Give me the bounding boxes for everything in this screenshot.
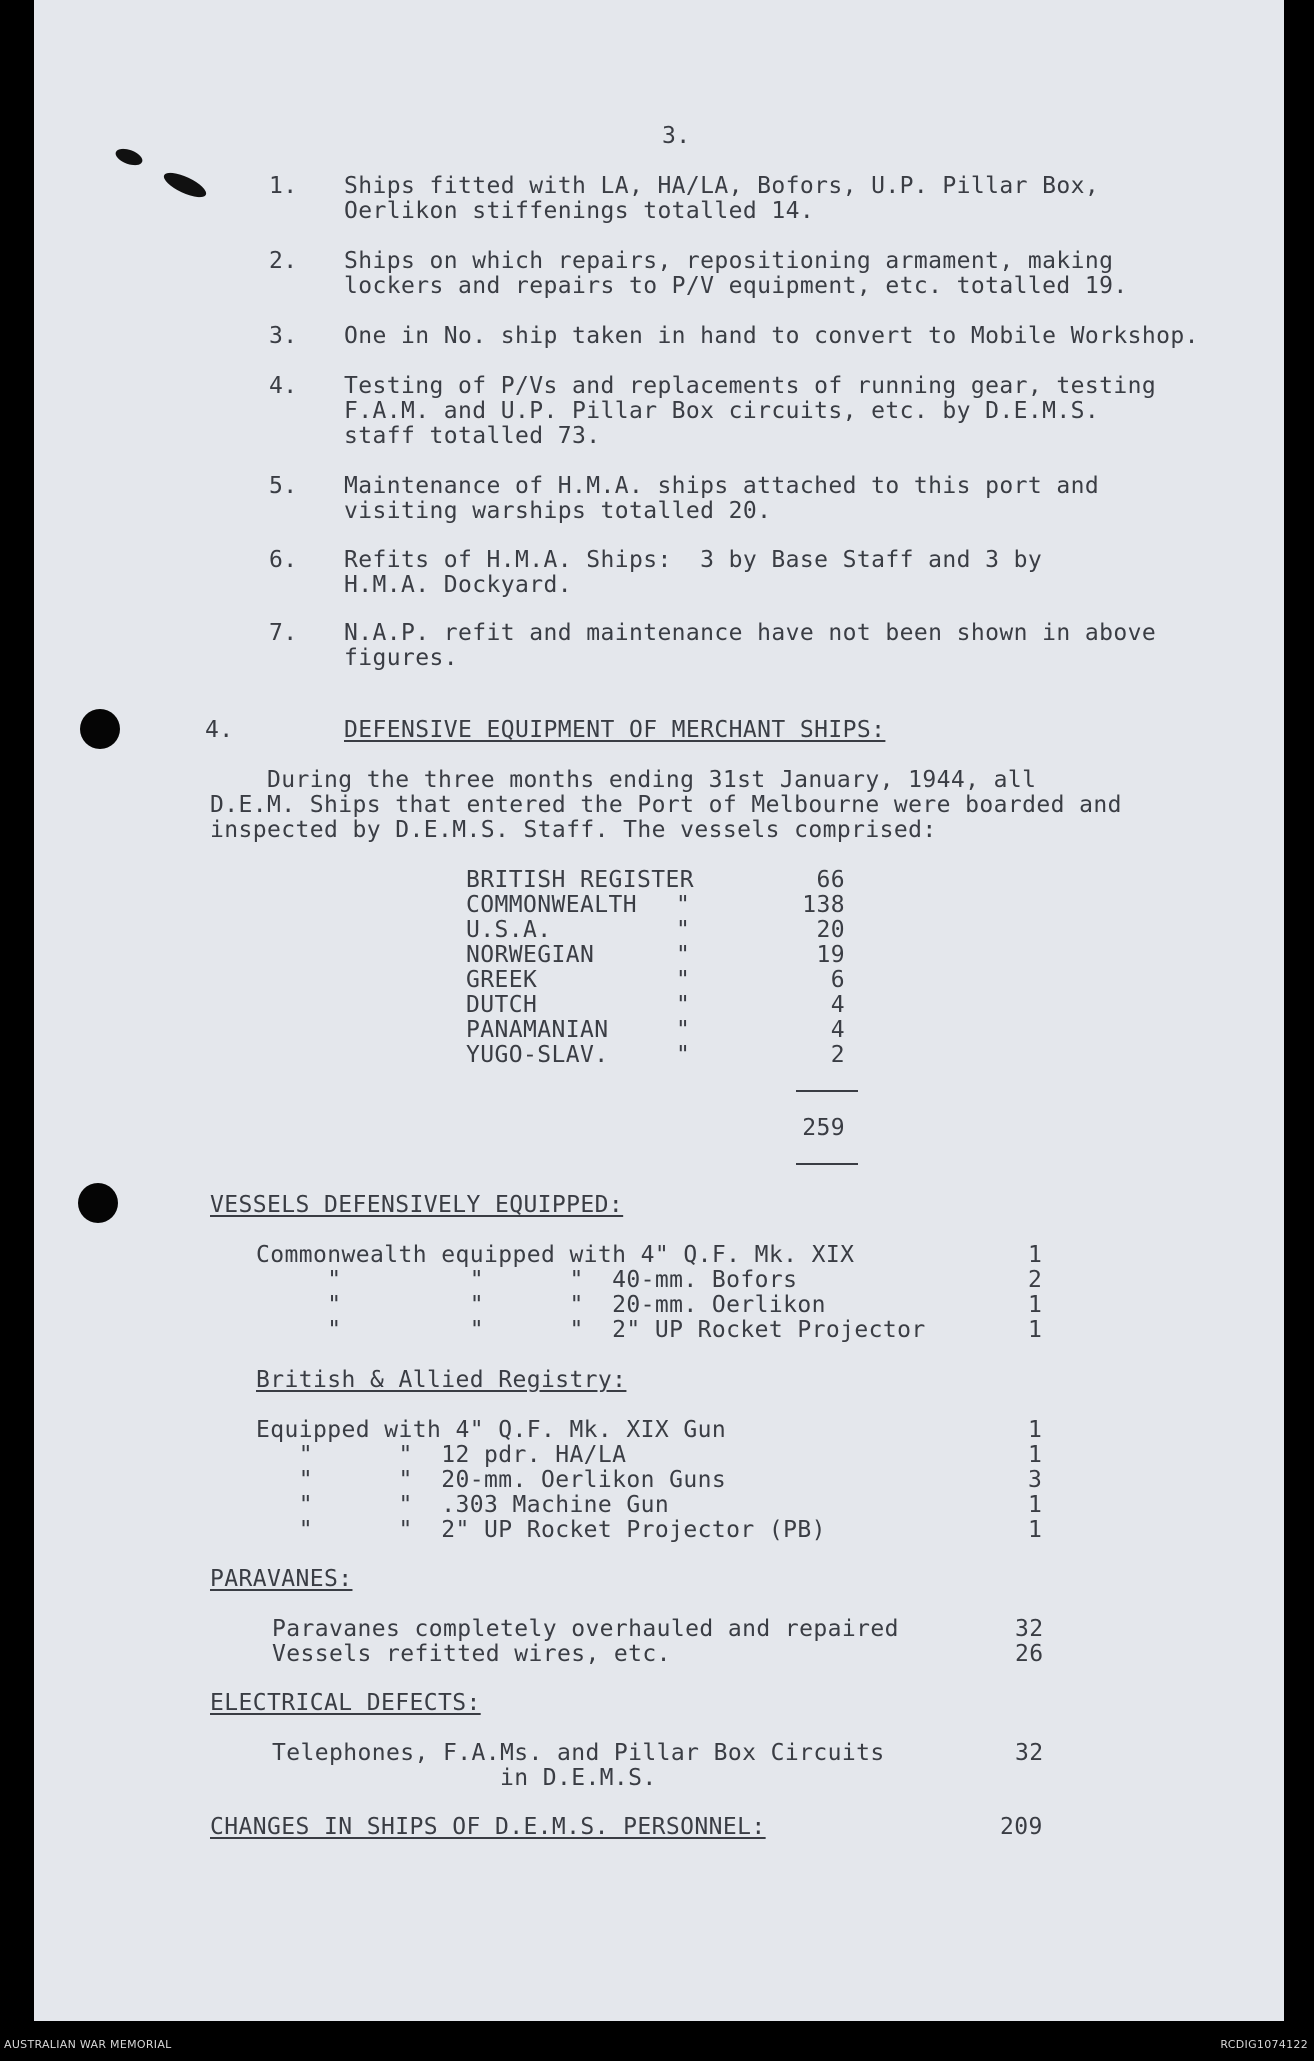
register-name: BRITISH REGISTER [466, 867, 694, 893]
item-line: lockers and repairs to P/V equipment, etc. totalled 19. [344, 273, 1128, 299]
register-name: PANAMANIAN [466, 1017, 609, 1043]
paravanes-heading: PARAVANES: [210, 1566, 353, 1592]
section-number: 4. [205, 717, 234, 743]
electrical-row: in D.E.M.S. [272, 1765, 657, 1791]
equipment-row: " " " 20-mm. Oerlikon [256, 1292, 826, 1318]
ditto-mark: " [676, 917, 691, 943]
item-number: 2. [269, 248, 298, 274]
document-page [34, 0, 1284, 2021]
paravane-row: Paravanes completely overhauled and repaired [272, 1616, 899, 1642]
equipment-row: " " " 2" UP Rocket Projector [256, 1317, 926, 1343]
item-number: 5. [269, 473, 298, 499]
british-allied-heading: British & Allied Registry: [256, 1367, 627, 1393]
register-name: U.S.A. [466, 917, 552, 943]
paragraph-line: During the three months ending 31st January, 1944, all [210, 767, 1037, 793]
register-count: 6 [830, 967, 845, 993]
ditto-mark: " [676, 942, 691, 968]
item-line: Refits of H.M.A. Ships: 3 by Base Staff and 3 by [344, 547, 1043, 573]
equipment-count: 1 [1028, 1492, 1043, 1518]
section-heading: DEFENSIVE EQUIPMENT OF MERCHANT SHIPS: [344, 717, 886, 743]
item-line: F.A.M. and U.P. Pillar Box circuits, etc. by D.E.M.S. [344, 398, 1100, 424]
register-count: 66 [816, 867, 845, 893]
archive-id: RCDIG1074122 [1220, 2038, 1308, 2051]
equipment-count: 1 [1028, 1442, 1043, 1468]
paravane-count: 26 [1015, 1641, 1044, 1667]
punch-hole [80, 709, 120, 749]
item-line: figures. [344, 645, 458, 671]
register-count: 19 [816, 942, 845, 968]
changes-heading: CHANGES IN SHIPS OF D.E.M.S. PERSONNEL: [210, 1814, 766, 1840]
ditto-mark: " [676, 1042, 691, 1068]
total-rule [796, 1090, 858, 1092]
item-line: H.M.A. Dockyard. [344, 572, 572, 598]
item-number: 4. [269, 373, 298, 399]
item-number: 6. [269, 547, 298, 573]
ditto-mark: " [676, 892, 691, 918]
ditto-mark: " [676, 967, 691, 993]
item-line: N.A.P. refit and maintenance have not been shown in above [344, 620, 1157, 646]
register-count: 4 [830, 1017, 845, 1043]
item-line: Oerlikon stiffenings totalled 14. [344, 198, 815, 224]
item-line: Maintenance of H.M.A. ships attached to this port and [344, 473, 1100, 499]
equipment-count: 1 [1028, 1292, 1043, 1318]
equipment-count: 1 [1028, 1417, 1043, 1443]
item-line: Testing of P/Vs and replacements of running gear, testing [344, 373, 1157, 399]
paravane-row: Vessels refitted wires, etc. [272, 1641, 671, 1667]
changes-count: 209 [1000, 1814, 1043, 1840]
equipment-row: " " 20-mm. Oerlikon Guns [256, 1467, 727, 1493]
item-line: Ships on which repairs, repositioning armament, making [344, 248, 1114, 274]
register-count: 20 [816, 917, 845, 943]
item-line: Ships fitted with LA, HA/LA, Bofors, U.P. Pillar Box, [344, 173, 1100, 199]
register-count: 4 [830, 992, 845, 1018]
paragraph-line: D.E.M. Ships that entered the Port of Melbourne were boarded and [210, 792, 1122, 818]
item-line: One in No. ship taken in hand to convert to Mobile Workshop. [344, 323, 1199, 349]
vessels-heading: VESSELS DEFENSIVELY EQUIPPED: [210, 1192, 624, 1218]
total-rule [796, 1163, 858, 1165]
register-count: 138 [802, 892, 845, 918]
equipment-row: Commonwealth equipped with 4" Q.F. Mk. XIX [256, 1242, 855, 1268]
paragraph-line: inspected by D.E.M.S. Staff. The vessels comprised: [210, 817, 937, 843]
ditto-mark: " [676, 1017, 691, 1043]
register-name: GREEK [466, 967, 538, 993]
equipment-row: " " 12 pdr. HA/LA [256, 1442, 627, 1468]
electrical-row: Telephones, F.A.Ms. and Pillar Box Circuits [272, 1740, 885, 1766]
archive-credit: AUSTRALIAN WAR MEMORIAL [4, 2038, 172, 2051]
item-line: visiting warships totalled 20. [344, 498, 772, 524]
item-number: 1. [269, 173, 298, 199]
equipment-count: 3 [1028, 1467, 1043, 1493]
item-number: 7. [269, 620, 298, 646]
equipment-row: Equipped with 4" Q.F. Mk. XIX Gun [256, 1417, 727, 1443]
register-name: YUGO-SLAV. [466, 1042, 609, 1068]
equipment-count: 1 [1028, 1517, 1043, 1543]
register-name: COMMONWEALTH [466, 892, 637, 918]
register-total: 259 [802, 1115, 845, 1141]
item-number: 3. [269, 323, 298, 349]
electrical-heading: ELECTRICAL DEFECTS: [210, 1690, 481, 1716]
paravane-count: 32 [1015, 1616, 1044, 1642]
register-count: 2 [830, 1042, 845, 1068]
equipment-count: 1 [1028, 1317, 1043, 1343]
electrical-count: 32 [1015, 1740, 1044, 1766]
register-name: DUTCH [466, 992, 538, 1018]
page-number: 3. [662, 123, 691, 149]
equipment-row: " " " 40-mm. Bofors [256, 1267, 798, 1293]
register-name: NORWEGIAN [466, 942, 595, 968]
equipment-count: 1 [1028, 1242, 1043, 1268]
equipment-row: " " 2" UP Rocket Projector (PB) [256, 1517, 826, 1543]
ditto-mark: " [676, 992, 691, 1018]
punch-hole [78, 1183, 118, 1223]
equipment-count: 2 [1028, 1267, 1043, 1293]
item-line: staff totalled 73. [344, 423, 601, 449]
equipment-row: " " .303 Machine Gun [256, 1492, 670, 1518]
